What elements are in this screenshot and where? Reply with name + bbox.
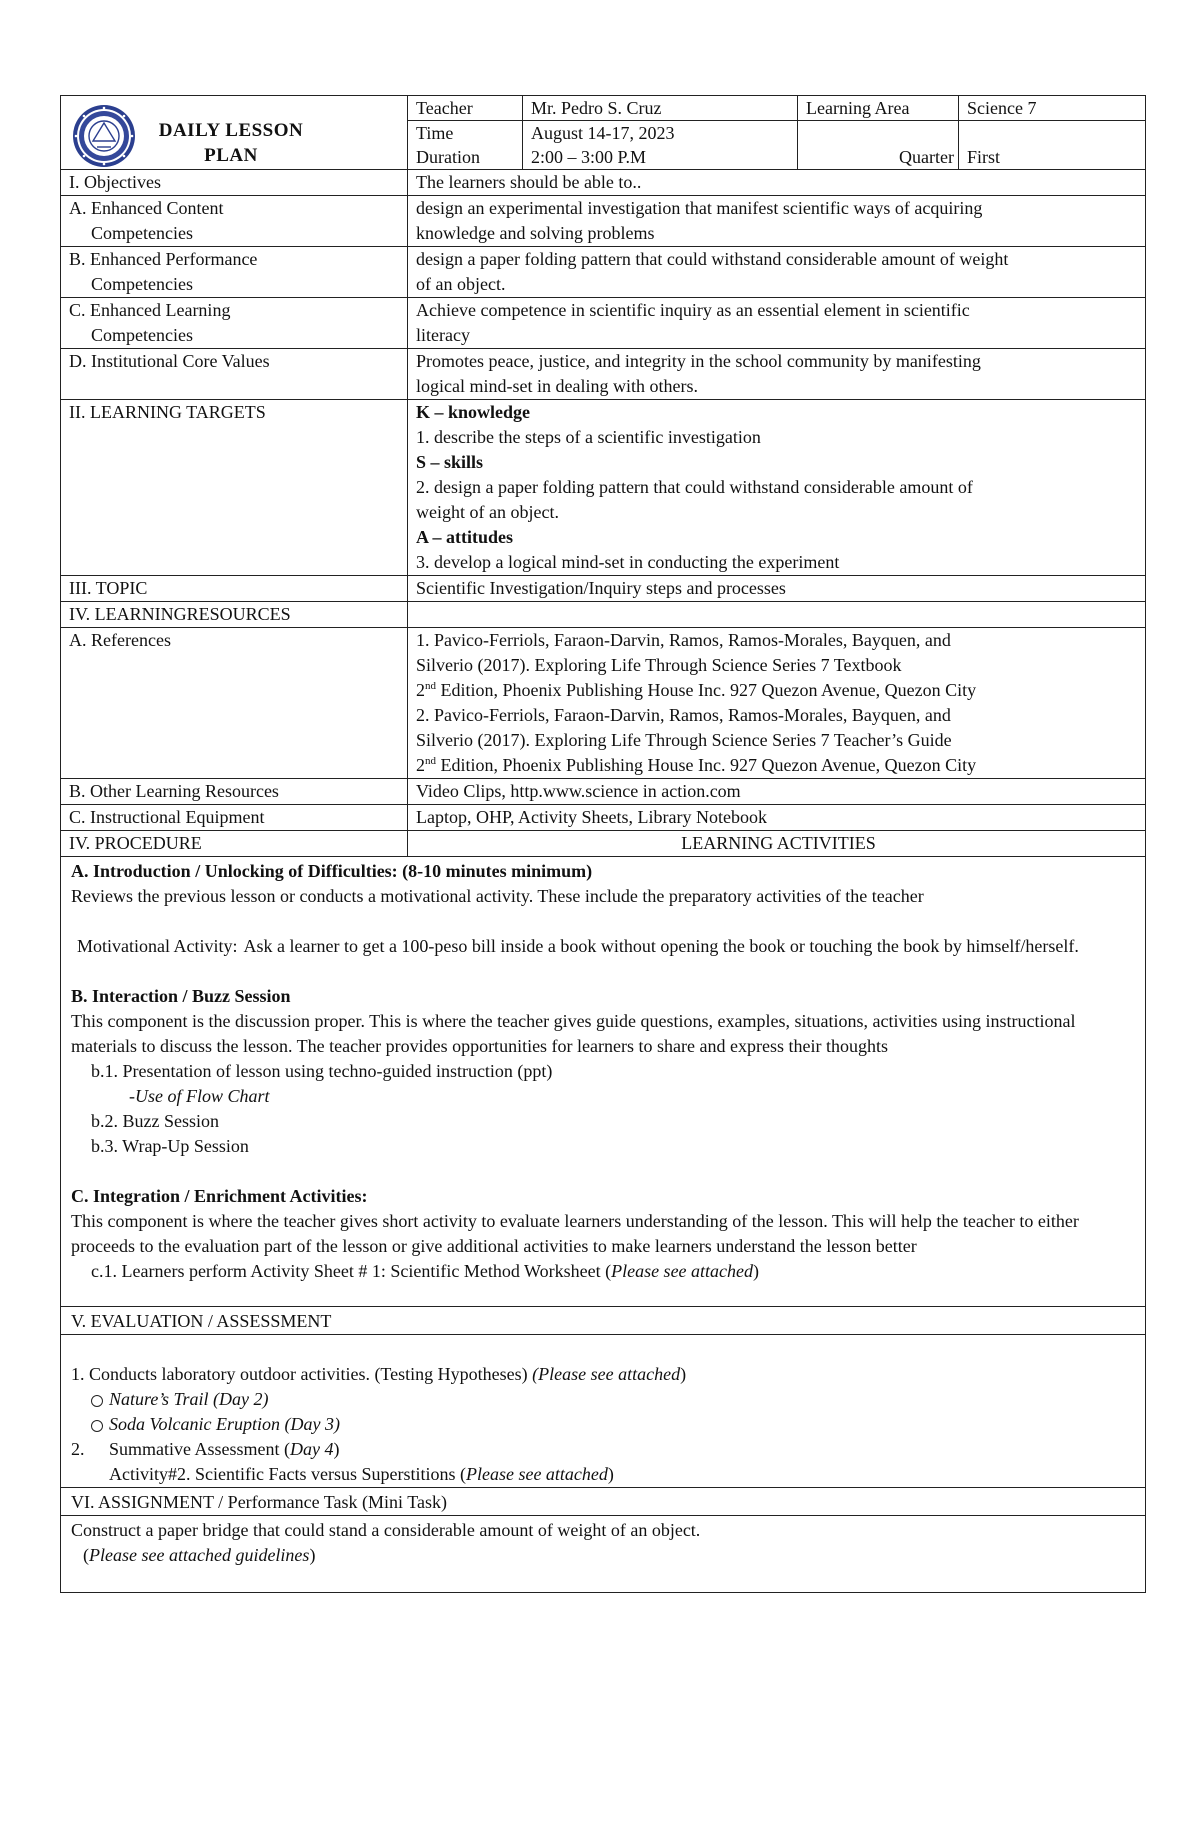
other-resources-value: Video Clips, http.www.science in action.com [408, 779, 1146, 805]
evaluation-item-2-activity [71, 1462, 1137, 1487]
objectives-value: The learners should be able to.. [408, 170, 1146, 196]
c1-italic-note: Please see attached [611, 1261, 754, 1281]
activity-2-close: ) [607, 1464, 614, 1484]
attitudes-heading: A – attitudes [416, 527, 514, 547]
day-3-text: Soda Volcanic Eruption (Day 3) [109, 1414, 340, 1434]
school-seal-logo [71, 103, 137, 169]
note-close: ) [309, 1545, 316, 1565]
learning-targets-value [408, 400, 1146, 576]
learning-value-line-1: Achieve competence in scientific inquiry as an essential element in scientific [416, 300, 970, 320]
ref2-edition-text: Edition, Phoenix Publishing House Inc. 927 Quezon Avenue, Quezon City [436, 755, 977, 775]
eval-item-2-number: 2. [71, 1439, 85, 1459]
circle-bullet-icon [91, 1395, 103, 1407]
interaction-item-b1: b.1. Presentation of lesson using techno-guided instruction (ppt) [91, 1061, 553, 1081]
topic-label: III. TOPIC [61, 576, 408, 602]
activity-2-text: Activity#2. Scientific Facts versus Superstitions ( [109, 1464, 466, 1484]
learning-resources-label: IV. LEARNINGRESOURCES [61, 602, 408, 628]
circle-bullet-icon [91, 1420, 103, 1432]
assignment-text: Construct a paper bridge that could stand a considerable amount of weight of an object. [71, 1520, 701, 1540]
time-label: Time [408, 121, 523, 146]
integration-item-c1 [71, 1259, 1137, 1284]
evaluation-item-1 [71, 1362, 1137, 1387]
note-italic: Please see attached guidelines [89, 1545, 310, 1565]
skills-item-line-1: 2. design a paper folding pattern that could withstand considerable amount of [416, 477, 973, 497]
date-value: August 14-17, 2023 [523, 121, 798, 146]
interaction-heading: B. Interaction / Buzz Session [71, 986, 291, 1006]
header-logo-cell [61, 96, 408, 170]
c1-text: c.1. Learners perform Activity Sheet # 1: Scientific Method Worksheet ( [91, 1261, 612, 1281]
ref1-edition-number: 2 [416, 680, 425, 700]
ref1-edition-text: Edition, Phoenix Publishing House Inc. 927 Quezon Avenue, Quezon City [436, 680, 977, 700]
learning-competencies-label [61, 298, 408, 349]
references-value [408, 628, 1146, 779]
duration-value: 2:00 – 3:00 P.M [523, 145, 798, 170]
eval-item-1-italic: (Please see attached [532, 1364, 681, 1384]
teacher-label: Teacher [408, 96, 523, 121]
equipment-value: Laptop, OHP, Activity Sheets, Library Notebook [408, 805, 1146, 831]
activity-2-italic: Please see attached [465, 1464, 608, 1484]
topic-value: Scientific Investigation/Inquiry steps and processes [408, 576, 1146, 602]
learning-resources-value [408, 602, 1146, 628]
performance-competencies-label [61, 247, 408, 298]
ref1-line-2: Silverio (2017). Exploring Life Through Science Series 7 Textbook [416, 655, 902, 675]
ref2-line-2: Silverio (2017). Exploring Life Through Science Series 7 Teacher’s Guide [416, 730, 952, 750]
eval-item-1-text: 1. Conducts laboratory outdoor activities. (Testing Hypotheses) [71, 1364, 533, 1384]
ref2-edition-suffix: nd [425, 755, 436, 767]
learning-label-line-2: Competencies [91, 325, 193, 345]
quarter-label: Quarter [798, 121, 959, 170]
evaluation-content [61, 1335, 1146, 1488]
learning-value-line-2: literacy [416, 325, 470, 345]
motivational-activity [71, 934, 1137, 959]
ref1-line-1: 1. Pavico-Ferriols, Faraon-Darvin, Ramos, Ramos-Morales, Bayquen, and [416, 630, 951, 650]
learning-label-line-1: C. Enhanced Learning [69, 300, 231, 320]
interaction-item-b2: b.2. Buzz Session [91, 1111, 219, 1131]
introduction-heading: A. Introduction / Unlocking of Difficulties: (8-10 minutes minimum) [71, 861, 593, 881]
eval-item-1-close: ) [680, 1364, 687, 1384]
integration-text: This component is where the teacher gives short activity to evaluate learners understanding of the lesson. This will help the teacher to either proceeds to the evaluation part of the lesson or give additional activities to make learners understand the lesson better [71, 1211, 1079, 1256]
integration-heading: C. Integration / Enrichment Activities: [71, 1186, 368, 1206]
ref1-edition-suffix: nd [425, 680, 436, 692]
motivational-activity-label: Motivational Activity: [77, 936, 238, 956]
content-label-line-1: A. Enhanced Content [69, 198, 224, 218]
ref2-line-1: 2. Pavico-Ferriols, Faraon-Darvin, Ramos, Ramos-Morales, Bayquen, and [416, 705, 951, 725]
day-2-text: Nature’s Trail (Day 2) [109, 1389, 269, 1409]
procedure-content [61, 857, 1146, 1307]
core-values-line-2: logical mind-set in dealing with others. [416, 376, 698, 396]
eval-item-2-text: Summative Assessment ( [109, 1439, 290, 1459]
evaluation-day-2 [71, 1387, 1137, 1412]
performance-value-line-2: of an object. [416, 274, 506, 294]
core-values-label: D. Institutional Core Values [61, 349, 408, 400]
duration-label: Duration [408, 145, 523, 170]
eval-item-2-italic: Day 4 [290, 1439, 334, 1459]
attitudes-item: 3. develop a logical mind-set in conducting the experiment [416, 552, 840, 572]
ref2-edition-number: 2 [416, 755, 425, 775]
evaluation-day-3 [71, 1412, 1137, 1437]
performance-label-line-1: B. Enhanced Performance [69, 249, 258, 269]
equipment-label: C. Instructional Equipment [61, 805, 408, 831]
document-title [141, 118, 321, 168]
content-label-line-2: Competencies [91, 223, 193, 243]
learning-competencies-value [408, 298, 1146, 349]
evaluation-item-2 [71, 1437, 1137, 1462]
assignment-note [71, 1543, 1137, 1568]
quarter-value: First [959, 121, 1146, 170]
content-competencies-value [408, 196, 1146, 247]
ref1-line-3 [416, 678, 1141, 703]
performance-competencies-value [408, 247, 1146, 298]
assignment-label: VI. ASSIGNMENT / Performance Task (Mini Task) [61, 1488, 1146, 1516]
title-line-1: DAILY LESSON [158, 120, 304, 141]
content-value-line-2: knowledge and solving problems [416, 223, 655, 243]
learning-activities-label: LEARNING ACTIVITIES [408, 831, 1146, 857]
learning-targets-label: II. LEARNING TARGETS [61, 400, 408, 576]
skills-item-line-2: weight of an object. [416, 502, 559, 522]
performance-value-line-1: design a paper folding pattern that could withstand considerable amount of weight [416, 249, 1009, 269]
assignment-content [61, 1516, 1146, 1593]
core-values-value [408, 349, 1146, 400]
content-value-line-1: design an experimental investigation that manifest scientific ways of acquiring [416, 198, 983, 218]
introduction-text: Reviews the previous lesson or conducts a motivational activity. These include the preparatory activities of the teacher [71, 886, 924, 906]
skills-heading: S – skills [416, 452, 484, 472]
objectives-label: I. Objectives [61, 170, 408, 196]
interaction-item-b1-sub: -Use of Flow Chart [129, 1086, 270, 1106]
title-line-2: PLAN [204, 145, 258, 166]
learning-area-value: Science 7 [959, 96, 1146, 121]
note-open: ( [83, 1545, 89, 1565]
teacher-value: Mr. Pedro S. Cruz [523, 96, 798, 121]
evaluation-label: V. EVALUATION / ASSESSMENT [61, 1307, 1146, 1335]
core-values-line-1: Promotes peace, justice, and integrity in the school community by manifesting [416, 351, 981, 371]
interaction-text: This component is the discussion proper. This is where the teacher gives guide questions, examples, situations, activities using instructional materials to discuss the lesson. The teacher provides opportunities for learners to share and express their thoughts [71, 1011, 1076, 1056]
content-competencies-label [61, 196, 408, 247]
knowledge-item: 1. describe the steps of a scientific investigation [416, 427, 761, 447]
interaction-item-b3: b.3. Wrap-Up Session [91, 1136, 249, 1156]
motivational-activity-text: Ask a learner to get a 100-peso bill inside a book without opening the book or touching the book by himself/herself. [243, 936, 1079, 956]
eval-item-2-close: ) [333, 1439, 340, 1459]
c1-close: ) [753, 1261, 760, 1281]
knowledge-heading: K – knowledge [416, 402, 531, 422]
ref2-line-3 [416, 753, 1141, 778]
performance-label-line-2: Competencies [91, 274, 193, 294]
lesson-plan-document [60, 95, 1145, 1593]
references-label: A. References [61, 628, 408, 779]
other-resources-label: B. Other Learning Resources [61, 779, 408, 805]
procedure-label: IV. PROCEDURE [61, 831, 408, 857]
learning-area-label: Learning Area [798, 96, 959, 121]
lesson-plan-table [60, 95, 1146, 1593]
